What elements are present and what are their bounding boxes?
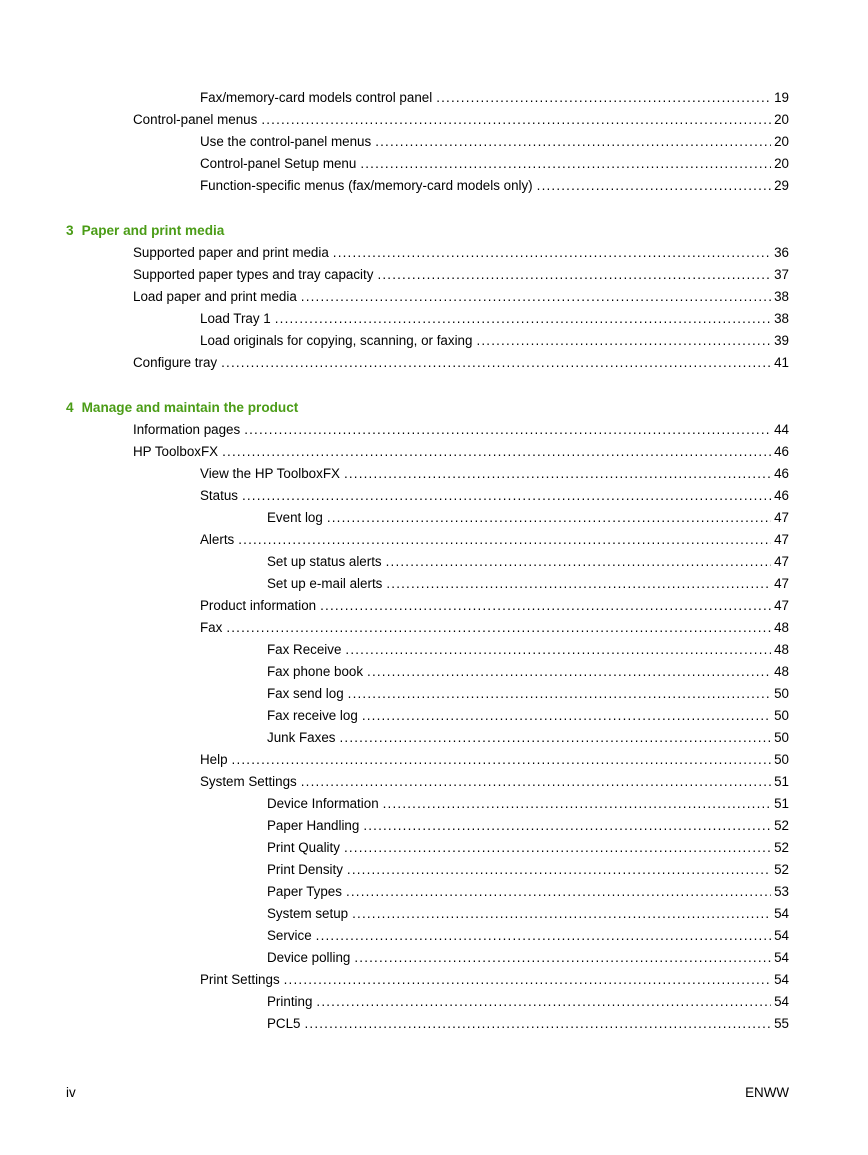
dot-leader [386,551,771,573]
chapter-number: 4 [66,400,74,415]
toc-entry[interactable] [267,859,789,881]
toc-entry-title: Set up status alerts [267,551,386,573]
toc-entry-page: 54 [774,972,789,987]
toc-entry-page: 20 [774,156,789,171]
dot-leader [537,175,771,197]
toc-entry-page: 20 [774,134,789,149]
dot-leader [362,705,771,727]
toc-entry-page: 48 [774,642,789,657]
toc-entry[interactable] [267,925,789,947]
toc-entry[interactable] [267,903,789,925]
toc-entry-page: 19 [774,90,789,105]
toc-entry[interactable] [200,595,789,617]
toc-entry-title: Supported paper and print media [133,242,333,264]
toc-entry[interactable] [200,529,789,551]
toc-entry-title: Junk Faxes [267,727,339,749]
dot-leader [316,991,771,1013]
toc-entry-title: Printing [267,991,316,1013]
dot-leader [354,947,771,969]
toc-entry-page: 47 [774,598,789,613]
chapter-title: Manage and maintain the product [81,400,299,415]
toc-entry-title: Help [200,749,232,771]
toc-entry-title: Use the control-panel menus [200,131,375,153]
toc-entry-page: 55 [774,1016,789,1031]
toc-entry-page: 54 [774,994,789,1009]
toc-entry[interactable] [267,1013,789,1035]
toc-entry-title: Paper Types [267,881,346,903]
toc-entry[interactable] [200,330,789,352]
toc-entry-title: Event log [267,507,327,529]
toc-entry[interactable] [267,815,789,837]
toc-entry-title: System setup [267,903,352,925]
toc-entry-page: 39 [774,333,789,348]
dot-leader [222,441,771,463]
toc-entry-title: Load originals for copying, scanning, or faxing [200,330,476,352]
toc-entry-title: Device polling [267,947,354,969]
dot-leader [436,87,771,109]
toc-entry-page: 41 [774,355,789,370]
dot-leader [346,881,771,903]
toc-entry-title: Print Quality [267,837,344,859]
chapter-title: Paper and print media [81,223,225,238]
dot-leader [244,419,771,441]
dot-leader [301,286,771,308]
toc-entry[interactable] [200,617,789,639]
toc-entry-page: 47 [774,576,789,591]
toc-entry[interactable] [200,153,789,175]
toc-entry-title: Control-panel Setup menu [200,153,360,175]
toc-entry-page: 47 [774,554,789,569]
dot-leader [383,793,771,815]
toc-entry[interactable] [267,837,789,859]
toc-entry[interactable] [133,242,789,264]
toc-entry[interactable] [200,749,789,771]
toc-entry-page: 53 [774,884,789,899]
toc-entry[interactable] [200,969,789,991]
toc-entry[interactable] [200,308,789,330]
toc-entry-page: 44 [774,422,789,437]
toc-entry-page: 52 [774,862,789,877]
dot-leader [347,859,771,881]
chapter-number: 3 [66,223,74,238]
toc-entry-page: 36 [774,245,789,260]
table-of-contents [0,87,868,1035]
toc-entry-page: 52 [774,840,789,855]
toc-entry-title: Print Density [267,859,347,881]
toc-entry-title: HP ToolboxFX [133,441,222,463]
toc-entry[interactable] [200,463,789,485]
toc-entry[interactable] [267,683,789,705]
toc-entry[interactable] [267,639,789,661]
dot-leader [232,749,772,771]
toc-entry[interactable] [133,352,789,374]
dot-leader [363,815,771,837]
dot-leader [242,485,771,507]
toc-entry-page: 52 [774,818,789,833]
toc-entry[interactable] [200,131,789,153]
dot-leader [344,837,771,859]
toc-entry-page: 54 [774,906,789,921]
chapter-heading[interactable] [66,220,868,242]
toc-entry-title: Fax/memory-card models control panel [200,87,436,109]
toc-entry[interactable] [267,573,789,595]
toc-entry-title: Function-specific menus (fax/memory-card models only) [200,175,537,197]
toc-entry-title: Print Settings [200,969,284,991]
toc-entry[interactable] [200,485,789,507]
toc-entry[interactable] [133,441,789,463]
toc-entry-title: Information pages [133,419,244,441]
toc-entry-title: Alerts [200,529,238,551]
dot-leader [320,595,771,617]
toc-entry-title: Fax Receive [267,639,345,661]
toc-entry[interactable] [200,175,789,197]
dot-leader [367,661,771,683]
toc-entry-page: 54 [774,928,789,943]
dot-leader [238,529,771,551]
toc-entry[interactable] [133,419,789,441]
toc-entry-title: PCL5 [267,1013,305,1035]
toc-entry-page: 50 [774,708,789,723]
toc-entry-page: 38 [774,289,789,304]
dot-leader [352,903,771,925]
toc-entry-title: Paper Handling [267,815,363,837]
dot-leader [261,109,771,131]
toc-entry[interactable] [267,507,789,529]
toc-entry-page: 48 [774,620,789,635]
toc-entry[interactable] [200,771,789,793]
toc-entry-title: Status [200,485,242,507]
toc-entry-title: Configure tray [133,352,221,374]
toc-entry-page: 50 [774,752,789,767]
toc-entry-page: 37 [774,267,789,282]
toc-entry[interactable] [267,881,789,903]
toc-entry-page: 29 [774,178,789,193]
toc-entry-title: Set up e-mail alerts [267,573,386,595]
toc-entry-page: 46 [774,488,789,503]
dot-leader [344,463,771,485]
dot-leader [386,573,771,595]
toc-entry[interactable] [267,661,789,683]
toc-entry-page: 46 [774,444,789,459]
toc-entry[interactable] [267,947,789,969]
toc-entry-title: Load paper and print media [133,286,301,308]
toc-entry-page: 51 [774,774,789,789]
dot-leader [275,308,771,330]
dot-leader [327,507,771,529]
toc-entry-title: View the HP ToolboxFX [200,463,344,485]
toc-entry-title: Supported paper types and tray capacity [133,264,377,286]
toc-entry-title: System Settings [200,771,301,793]
toc-entry[interactable] [267,793,789,815]
toc-entry-title: Product information [200,595,320,617]
toc-entry-title: Fax [200,617,226,639]
dot-leader [339,727,771,749]
toc-entry-page: 20 [774,112,789,127]
toc-entry-page: 38 [774,311,789,326]
dot-leader [333,242,771,264]
page-number-footer: iv [66,1085,76,1100]
toc-entry-title: Fax send log [267,683,348,705]
toc-entry-title: Fax phone book [267,661,367,683]
toc-entry-title: Device Information [267,793,383,815]
toc-entry-page: 54 [774,950,789,965]
dot-leader [348,683,771,705]
toc-entry[interactable] [133,286,789,308]
page-footer [66,1083,789,1103]
toc-entry[interactable] [133,109,789,131]
toc-entry-page: 47 [774,532,789,547]
dot-leader [476,330,771,352]
dot-leader [345,639,771,661]
dot-leader [377,264,771,286]
dot-leader [221,352,771,374]
toc-entry-page: 47 [774,510,789,525]
dot-leader [360,153,771,175]
chapter-heading[interactable] [66,397,868,419]
toc-entry-page: 46 [774,466,789,481]
toc-entry-page: 51 [774,796,789,811]
toc-entry-page: 50 [774,730,789,745]
document-code-footer: ENWW [745,1085,789,1100]
dot-leader [305,1013,772,1035]
dot-leader [284,969,771,991]
toc-entry[interactable] [267,727,789,749]
dot-leader [301,771,771,793]
toc-entry[interactable] [133,264,789,286]
toc-entry[interactable] [267,705,789,727]
toc-entry[interactable] [267,991,789,1013]
toc-entry-title: Service [267,925,316,947]
toc-entry-title: Control-panel menus [133,109,261,131]
dot-leader [375,131,771,153]
toc-entry-title: Fax receive log [267,705,362,727]
toc-entry-title: Load Tray 1 [200,308,275,330]
toc-entry-page: 48 [774,664,789,679]
dot-leader [316,925,771,947]
toc-entry-page: 50 [774,686,789,701]
toc-entry[interactable] [267,551,789,573]
toc-entry[interactable] [200,87,789,109]
dot-leader [226,617,771,639]
